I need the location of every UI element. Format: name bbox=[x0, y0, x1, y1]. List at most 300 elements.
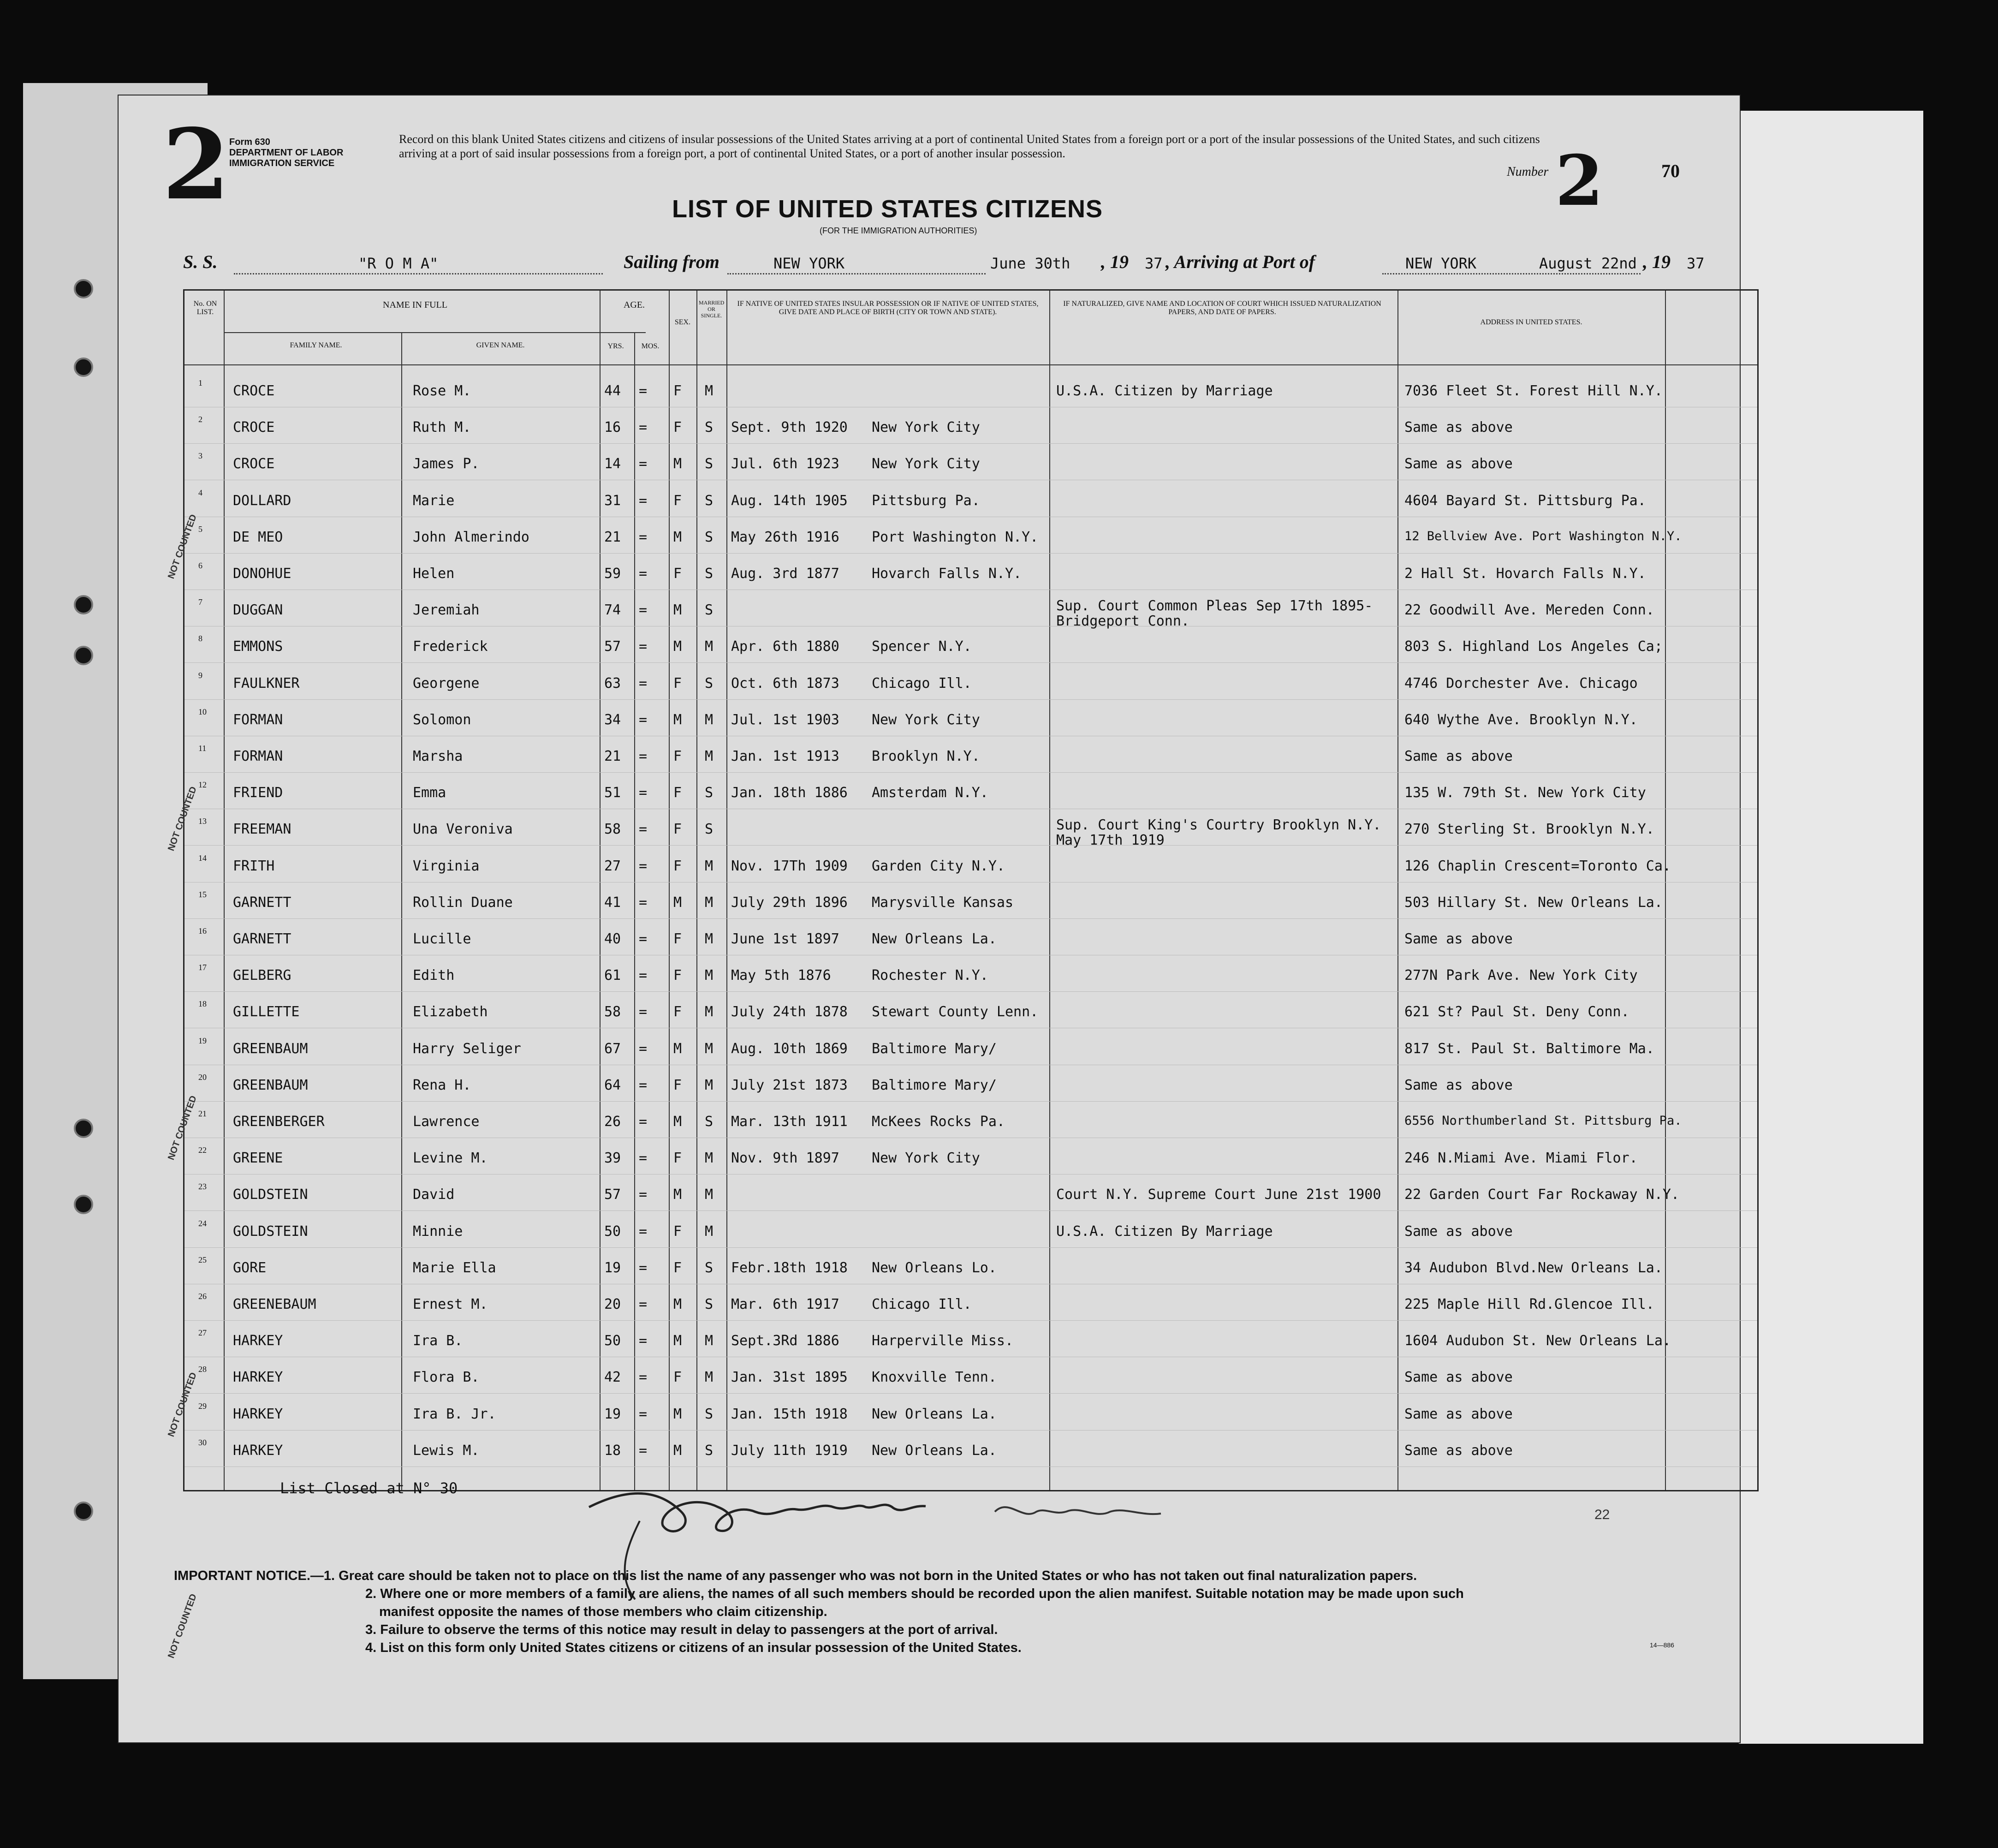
row-number: 13 bbox=[198, 817, 207, 826]
row-number: 6 bbox=[198, 561, 202, 570]
col-sex: SEX. bbox=[674, 318, 691, 326]
age-years: 67 bbox=[604, 1040, 621, 1057]
family-name: GELBERG bbox=[233, 967, 291, 984]
row-rule bbox=[184, 699, 1757, 700]
binder-hole bbox=[74, 595, 93, 614]
birth-place: New York City bbox=[872, 711, 980, 728]
given-name: Marie Ella bbox=[413, 1259, 496, 1276]
age-months: = bbox=[639, 931, 648, 947]
sex: M bbox=[673, 1333, 682, 1349]
marital-status: S bbox=[705, 675, 714, 692]
row-number: 8 bbox=[198, 634, 202, 644]
form-id-line: DEPARTMENT OF LABOR bbox=[229, 148, 344, 158]
row-rule bbox=[184, 1210, 1757, 1211]
family-name: DUGGAN bbox=[233, 602, 283, 619]
record-instructions: Record on this blank United States citizens and citizens of insular possessions of the United States arriving at a port of continental United States from a foreign port or a port of the insular possessions of the United States, and such citizens arriving at a port of said insular possessions from a foreign port, a port of continental United States, or a port of another insular possession. bbox=[399, 132, 1540, 160]
arrive-year: 37 bbox=[1687, 255, 1705, 272]
column-divider bbox=[634, 332, 635, 1490]
address: Same as above bbox=[1404, 1442, 1513, 1459]
marital-status: S bbox=[705, 785, 714, 801]
column-divider bbox=[1397, 291, 1398, 1490]
age-years: 19 bbox=[604, 1259, 621, 1276]
row-number: 7 bbox=[198, 597, 202, 607]
age-months: = bbox=[639, 1004, 648, 1020]
row-number: 29 bbox=[198, 1401, 207, 1411]
age-years: 27 bbox=[604, 858, 621, 874]
address: 621 St? Paul St. Deny Conn. bbox=[1404, 1004, 1629, 1020]
family-name: GREENBAUM bbox=[233, 1077, 308, 1093]
notice-item2b: manifest opposite the names of those members who claim citizenship. bbox=[379, 1604, 827, 1619]
col-naturalized: IF NATURALIZED, GIVE NAME AND LOCATION OF COURT WHICH ISSUED NATURALIZATION PAPERS, AND DATE OF PAPERS. bbox=[1063, 300, 1381, 316]
family-name: GOLDSTEIN bbox=[233, 1223, 308, 1240]
column-divider bbox=[224, 291, 225, 1490]
birth-date: Jan. 18th 1886 bbox=[731, 785, 848, 801]
col-mos: MOS. bbox=[641, 342, 660, 350]
age-months: = bbox=[639, 456, 648, 472]
given-name: Ernest M. bbox=[413, 1296, 488, 1312]
sex: F bbox=[673, 1077, 682, 1093]
age-years: 40 bbox=[604, 931, 621, 947]
given-name: Solomon bbox=[413, 711, 471, 728]
birth-place: New York City bbox=[872, 1150, 980, 1167]
given-name: Helen bbox=[413, 566, 455, 582]
address: Same as above bbox=[1404, 419, 1513, 436]
birth-place: Baltimore Mary/ bbox=[872, 1077, 997, 1093]
birth-date: May 26th 1916 bbox=[731, 529, 839, 545]
age-years: 64 bbox=[604, 1077, 621, 1093]
sex: M bbox=[673, 529, 682, 545]
family-name: FORMAN bbox=[233, 748, 283, 764]
age-years: 57 bbox=[604, 1186, 621, 1203]
notice-item1: Great care should be taken not to place on this list the name of any passenger who was not born in the United States or who has not taken out final naturalization papers. bbox=[339, 1568, 1417, 1583]
sex: M bbox=[673, 1114, 682, 1130]
row-number: 3 bbox=[198, 451, 202, 461]
family-name: FRIEND bbox=[233, 785, 283, 801]
sex: F bbox=[673, 1150, 682, 1167]
row-rule bbox=[184, 1320, 1757, 1321]
age-years: 41 bbox=[604, 894, 621, 911]
row-rule bbox=[184, 918, 1757, 919]
marital-status: M bbox=[705, 1223, 714, 1240]
row-rule bbox=[184, 1247, 1757, 1248]
row-number: 21 bbox=[198, 1109, 207, 1118]
address: 803 S. Highland Los Angeles Ca; bbox=[1404, 638, 1663, 655]
row-rule bbox=[184, 1430, 1757, 1431]
naturalization: U.S.A. Citizen by Marriage bbox=[1056, 383, 1273, 399]
age-months: = bbox=[639, 1369, 648, 1386]
to-port: NEW YORK bbox=[1405, 255, 1477, 272]
given-name: Jeremiah bbox=[413, 602, 480, 619]
column-divider bbox=[669, 291, 670, 1490]
age-months: = bbox=[639, 638, 648, 655]
birth-place: Amsterdam N.Y. bbox=[872, 785, 988, 801]
row-rule bbox=[184, 662, 1757, 663]
family-name: GILLETTE bbox=[233, 1004, 300, 1020]
row-rule bbox=[184, 772, 1757, 773]
given-name: Ruth M. bbox=[413, 419, 471, 436]
notice-item4: 4. List on this form only United States citizens or citizens of an insular possession of the United States. bbox=[365, 1640, 1022, 1655]
birth-date: Mar. 13th 1911 bbox=[731, 1114, 848, 1130]
age-years: 44 bbox=[604, 383, 621, 399]
birth-place: Hovarch Falls N.Y. bbox=[872, 566, 1022, 582]
address: Same as above bbox=[1404, 1077, 1513, 1093]
sex: F bbox=[673, 1004, 682, 1020]
given-name: John Almerindo bbox=[413, 529, 529, 545]
birth-date: Sept. 9th 1920 bbox=[731, 419, 848, 436]
family-name: GREENBAUM bbox=[233, 1040, 308, 1057]
family-name: FORMAN bbox=[233, 711, 283, 728]
address: 4604 Bayard St. Pittsburg Pa. bbox=[1404, 492, 1646, 509]
age-years: 61 bbox=[604, 967, 621, 984]
row-number: 10 bbox=[198, 707, 207, 716]
naturalization: Sup. Court Common Pleas Sep 17th 1895- Bridgeport Conn. bbox=[1056, 598, 1373, 630]
birth-date: Jan. 15th 1918 bbox=[731, 1406, 848, 1422]
row-number: 19 bbox=[198, 1036, 207, 1045]
address: 270 Sterling St. Brooklyn N.Y. bbox=[1404, 821, 1654, 838]
age-years: 42 bbox=[604, 1369, 621, 1386]
row-rule bbox=[184, 1393, 1757, 1394]
sex: M bbox=[673, 1296, 682, 1312]
marital-status: M bbox=[705, 1150, 714, 1167]
given-name: Edith bbox=[413, 967, 455, 984]
birth-date: Sept.3Rd 1886 bbox=[731, 1333, 839, 1349]
family-name: EMMONS bbox=[233, 638, 283, 655]
address: 22 Garden Court Far Rockaway N.Y. bbox=[1404, 1186, 1680, 1203]
ss-label: S. S. bbox=[183, 251, 218, 272]
family-name: GREENE bbox=[233, 1150, 283, 1167]
form-number: 2 bbox=[162, 107, 230, 221]
family-name: GARNETT bbox=[233, 931, 291, 947]
family-name: GOLDSTEIN bbox=[233, 1186, 308, 1203]
binder-hole bbox=[74, 1119, 93, 1138]
row-rule bbox=[184, 553, 1757, 554]
age-years: 74 bbox=[604, 602, 621, 619]
age-months: = bbox=[639, 1406, 648, 1422]
marital-status: S bbox=[705, 492, 714, 509]
depart-year: 37 bbox=[1145, 255, 1163, 272]
family-name: GORE bbox=[233, 1259, 267, 1276]
notice-code: 14—886 bbox=[1650, 1641, 1674, 1649]
age-months: = bbox=[639, 711, 648, 728]
birth-date: Mar. 6th 1917 bbox=[731, 1296, 839, 1312]
given-name: Virginia bbox=[413, 858, 480, 874]
sex: F bbox=[673, 383, 682, 399]
family-name: HARKEY bbox=[233, 1333, 283, 1349]
birth-date: Jul. 1st 1903 bbox=[731, 711, 839, 728]
age-months: = bbox=[639, 821, 648, 838]
row-number: 30 bbox=[198, 1437, 207, 1447]
birth-date: Aug. 10th 1869 bbox=[731, 1040, 848, 1057]
sex: M bbox=[673, 1186, 682, 1203]
arrive-year-prefix: , 19 bbox=[1643, 251, 1671, 272]
marital-status: M bbox=[705, 1077, 714, 1093]
address: 1604 Audubon St. New Orleans La. bbox=[1404, 1333, 1671, 1349]
given-name: Levine M. bbox=[413, 1150, 488, 1167]
sex: F bbox=[673, 858, 682, 874]
column-divider bbox=[401, 332, 402, 1490]
birth-date: July 11th 1919 bbox=[731, 1442, 848, 1459]
page-title: LIST OF UNITED STATES CITIZENS bbox=[672, 195, 1103, 223]
sex: M bbox=[673, 894, 682, 911]
birth-place: Spencer N.Y. bbox=[872, 638, 972, 655]
row-number: 20 bbox=[198, 1072, 207, 1082]
birth-place: Garden City N.Y. bbox=[872, 858, 1005, 874]
signature-note: 22 bbox=[1594, 1507, 1610, 1522]
birth-date: Oct. 6th 1873 bbox=[731, 675, 839, 692]
address: Same as above bbox=[1404, 1369, 1513, 1386]
address: 6556 Northumberland St. Pittsburg Pa. bbox=[1404, 1114, 1682, 1128]
sex: M bbox=[673, 456, 682, 472]
birth-place: Port Washington N.Y. bbox=[872, 529, 1039, 545]
age-months: = bbox=[639, 1259, 648, 1276]
row-number: 2 bbox=[198, 415, 202, 424]
list-closed: List Closed at N° 30 bbox=[280, 1479, 458, 1497]
naturalization: U.S.A. Citizen By Marriage bbox=[1056, 1223, 1273, 1240]
given-name: David bbox=[413, 1186, 455, 1203]
birth-place: Pittsburg Pa. bbox=[872, 492, 980, 509]
marital-status: S bbox=[705, 1406, 714, 1422]
col-yrs: YRS. bbox=[607, 342, 624, 350]
birth-date: Jan. 1st 1913 bbox=[731, 748, 839, 764]
binder-hole bbox=[74, 646, 93, 665]
sex: F bbox=[673, 1259, 682, 1276]
birth-place: Brooklyn N.Y. bbox=[872, 748, 980, 764]
row-number: 25 bbox=[198, 1255, 207, 1264]
given-name: Harry Seliger bbox=[413, 1040, 521, 1057]
age-months: = bbox=[639, 785, 648, 801]
row-number: 17 bbox=[198, 963, 207, 972]
voyage-line bbox=[183, 250, 1742, 278]
age-months: = bbox=[639, 419, 648, 436]
given-name: Rena H. bbox=[413, 1077, 471, 1093]
age-years: 14 bbox=[604, 456, 621, 472]
family-name: DOLLARD bbox=[233, 492, 291, 509]
sex: M bbox=[673, 638, 682, 655]
sex: F bbox=[673, 967, 682, 984]
marital-status: S bbox=[705, 1114, 714, 1130]
column-divider bbox=[600, 291, 601, 1490]
address: 246 N.Miami Ave. Miami Flor. bbox=[1404, 1150, 1638, 1167]
marital-status: S bbox=[705, 821, 714, 838]
address: 2 Hall St. Hovarch Falls N.Y. bbox=[1404, 566, 1646, 582]
marital-status: M bbox=[705, 1004, 714, 1020]
age-months: = bbox=[639, 748, 648, 764]
age-years: 39 bbox=[604, 1150, 621, 1167]
sex: M bbox=[673, 1406, 682, 1422]
sex: F bbox=[673, 785, 682, 801]
family-name: GREENBERGER bbox=[233, 1114, 325, 1130]
family-name: FREEMAN bbox=[233, 821, 291, 838]
col-married: MARRIED OR SINGLE. bbox=[699, 299, 725, 319]
birth-date: May 5th 1876 bbox=[731, 967, 831, 984]
row-number: 26 bbox=[198, 1292, 207, 1301]
marital-status: M bbox=[705, 748, 714, 764]
birth-date: Febr.18th 1918 bbox=[731, 1259, 848, 1276]
page-number: 70 bbox=[1661, 161, 1680, 181]
age-years: 21 bbox=[604, 529, 621, 545]
given-name: Marie bbox=[413, 492, 455, 509]
age-years: 34 bbox=[604, 711, 621, 728]
marital-status: S bbox=[705, 1259, 714, 1276]
row-number: 12 bbox=[198, 780, 207, 790]
birth-place: McKees Rocks Pa. bbox=[872, 1114, 1005, 1130]
age-months: = bbox=[639, 1223, 648, 1240]
col-given-name: GIVEN NAME. bbox=[476, 341, 525, 349]
marital-status: S bbox=[705, 419, 714, 436]
family-name: GARNETT bbox=[233, 894, 291, 911]
marital-status: M bbox=[705, 711, 714, 728]
row-number: 27 bbox=[198, 1328, 207, 1338]
birth-place: New Orleans La. bbox=[872, 931, 997, 947]
birth-date: July 29th 1896 bbox=[731, 894, 848, 911]
given-name: Ira B. bbox=[413, 1333, 463, 1349]
form-id-line: IMMIGRATION SERVICE bbox=[229, 158, 335, 168]
column-divider bbox=[1049, 291, 1050, 1490]
address: Same as above bbox=[1404, 456, 1513, 472]
age-months: = bbox=[639, 858, 648, 874]
col-age: AGE. bbox=[623, 300, 645, 310]
birth-place: Baltimore Mary/ bbox=[872, 1040, 997, 1057]
sex: F bbox=[673, 748, 682, 764]
sailing-label: Sailing from bbox=[624, 251, 720, 272]
birth-place: Harperville Miss. bbox=[872, 1333, 1014, 1349]
given-name: Emma bbox=[413, 785, 446, 801]
depart-year-prefix: , 19 bbox=[1101, 251, 1129, 272]
naturalization: Sup. Court King's Courtry Brooklyn N.Y. May 17th 1919 bbox=[1056, 817, 1381, 849]
header-divider bbox=[184, 364, 1757, 365]
marital-status: M bbox=[705, 638, 714, 655]
birth-place: New Orleans La. bbox=[872, 1442, 997, 1459]
birth-date: July 21st 1873 bbox=[731, 1077, 848, 1093]
sex: M bbox=[673, 602, 682, 619]
age-years: 18 bbox=[604, 1442, 621, 1459]
birth-place: Chicago Ill. bbox=[872, 1296, 972, 1312]
depart-date: June 30th bbox=[990, 255, 1070, 272]
age-months: = bbox=[639, 675, 648, 692]
notice-item3: 3. Failure to observe the terms of this notice may result in delay to passengers at the port of arrival. bbox=[365, 1622, 998, 1637]
binder-hole bbox=[74, 1195, 93, 1214]
row-number: 11 bbox=[198, 744, 207, 753]
row-number: 9 bbox=[198, 670, 202, 680]
birth-date: July 24th 1878 bbox=[731, 1004, 848, 1020]
family-name: GREENEBAUM bbox=[233, 1296, 316, 1312]
age-years: 50 bbox=[604, 1333, 621, 1349]
age-months: = bbox=[639, 1296, 648, 1312]
marital-status: M bbox=[705, 931, 714, 947]
age-months: = bbox=[639, 492, 648, 509]
birth-date: Aug. 14th 1905 bbox=[731, 492, 848, 509]
col-name-in-full: NAME IN FULL bbox=[383, 300, 447, 310]
given-name: Marsha bbox=[413, 748, 463, 764]
col-no: No. ON LIST. bbox=[193, 300, 217, 316]
col-native: IF NATIVE OF UNITED STATES INSULAR POSSESSION OR IF NATIVE OF UNITED STATES, GIVE DATE AND PLACE OF BIRTH (CITY OR TOWN AND STATE). bbox=[737, 300, 1039, 316]
given-name: Minnie bbox=[413, 1223, 463, 1240]
birth-date: June 1st 1897 bbox=[731, 931, 839, 947]
age-years: 58 bbox=[604, 1004, 621, 1020]
birth-place: New Orleans Lo. bbox=[872, 1259, 997, 1276]
family-name: HARKEY bbox=[233, 1406, 283, 1422]
marital-status: M bbox=[705, 858, 714, 874]
given-name: Elizabeth bbox=[413, 1004, 488, 1020]
family-name: DE MEO bbox=[233, 529, 283, 545]
address: Same as above bbox=[1404, 1406, 1513, 1422]
row-rule bbox=[184, 991, 1757, 992]
binder-hole bbox=[74, 279, 93, 298]
birth-date: Apr. 6th 1880 bbox=[731, 638, 839, 655]
marital-status: S bbox=[705, 529, 714, 545]
row-number: 4 bbox=[198, 488, 202, 497]
age-months: = bbox=[639, 529, 648, 545]
column-divider bbox=[726, 291, 727, 1490]
row-number: 18 bbox=[198, 999, 207, 1009]
row-number: 14 bbox=[198, 853, 207, 863]
age-months: = bbox=[639, 383, 648, 399]
birth-place: Marysville Kansas bbox=[872, 894, 1014, 911]
address: 817 St. Paul St. Baltimore Ma. bbox=[1404, 1040, 1654, 1057]
birth-place: New Orleans La. bbox=[872, 1406, 997, 1422]
number-value: 2 bbox=[1555, 140, 1604, 221]
row-rule bbox=[184, 845, 1757, 846]
sex: F bbox=[673, 1369, 682, 1386]
given-name: Ira B. Jr. bbox=[413, 1406, 496, 1422]
address: 640 Wythe Ave. Brooklyn N.Y. bbox=[1404, 711, 1638, 728]
address: 277N Park Ave. New York City bbox=[1404, 967, 1638, 984]
age-years: 57 bbox=[604, 638, 621, 655]
address: Same as above bbox=[1404, 748, 1513, 764]
not-counted-stamp: NOT COUNTED bbox=[166, 1371, 199, 1438]
not-counted-stamp: NOT COUNTED bbox=[166, 513, 199, 580]
sex: M bbox=[673, 1040, 682, 1057]
column-divider bbox=[1665, 291, 1666, 1490]
address: 503 Hillary St. New Orleans La. bbox=[1404, 894, 1663, 911]
given-name: Flora B. bbox=[413, 1369, 480, 1386]
col-address: ADDRESS IN UNITED STATES. bbox=[1480, 318, 1582, 326]
marital-status: S bbox=[705, 566, 714, 582]
address: 7036 Fleet St. Forest Hill N.Y. bbox=[1404, 383, 1663, 399]
age-years: 51 bbox=[604, 785, 621, 801]
row-number: 23 bbox=[198, 1182, 207, 1192]
sex: F bbox=[673, 931, 682, 947]
marital-status: M bbox=[705, 1369, 714, 1386]
manifest-page bbox=[118, 95, 1741, 1743]
family-name: FAULKNER bbox=[233, 675, 300, 692]
birth-date: Nov. 9th 1897 bbox=[731, 1150, 839, 1167]
family-name: DONOHUE bbox=[233, 566, 291, 582]
marital-status: M bbox=[705, 1040, 714, 1057]
family-name: CROCE bbox=[233, 383, 275, 399]
binder-hole bbox=[74, 1502, 93, 1521]
age-months: = bbox=[639, 1114, 648, 1130]
sex: M bbox=[673, 1442, 682, 1459]
given-name: Una Veroniva bbox=[413, 821, 513, 838]
arrive-date: August 22nd bbox=[1539, 255, 1637, 272]
marital-status: M bbox=[705, 383, 714, 399]
arriving-label: , Arriving at Port of bbox=[1166, 251, 1315, 272]
given-name: Rose M. bbox=[413, 383, 471, 399]
binder-hole bbox=[74, 358, 93, 377]
birth-date: Jan. 31st 1895 bbox=[731, 1369, 848, 1386]
birth-date: Nov. 17Th 1909 bbox=[731, 858, 848, 874]
row-number: 15 bbox=[198, 889, 207, 899]
age-months: = bbox=[639, 1077, 648, 1093]
age-months: = bbox=[639, 894, 648, 911]
notice-item2a: 2. Where one or more members of a family are aliens, the names of all such members should be recorded upon the alien manifest. Suitable notation may be made upon such bbox=[365, 1586, 1464, 1601]
birth-place: New York City bbox=[872, 456, 980, 472]
row-rule bbox=[184, 443, 1757, 444]
family-name: HARKEY bbox=[233, 1369, 283, 1386]
form-id bbox=[229, 137, 343, 169]
number-label: Number bbox=[1507, 165, 1549, 179]
